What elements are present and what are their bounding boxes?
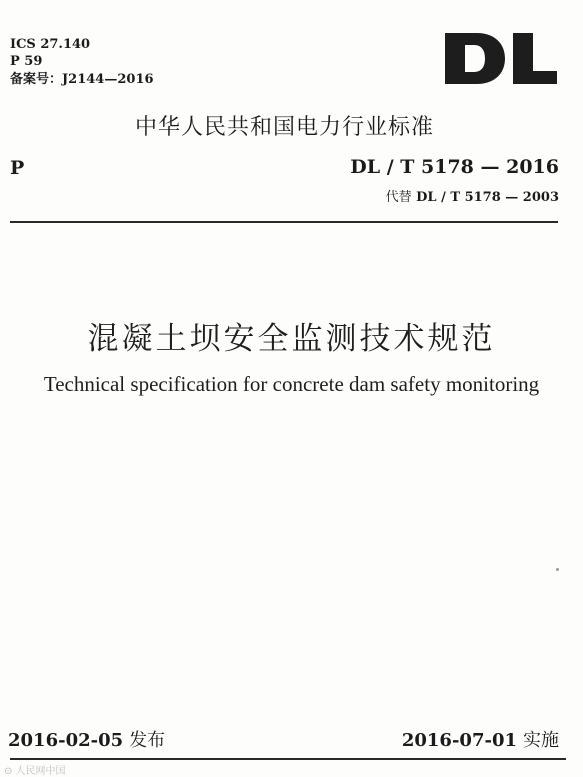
implement-date: 2016-07-01 (401, 730, 517, 751)
filing-label: 备案号： (10, 72, 63, 87)
industry-standard-title: 中华人民共和国电力行业标准 (135, 115, 435, 140)
title-english: Technical specification for concrete dam safety monitoring (43, 372, 540, 396)
implement-word: 实施 (523, 730, 559, 751)
footer-divider (10, 758, 566, 760)
category-letter: P (10, 157, 25, 179)
scan-speck (556, 568, 559, 571)
standard-number: DL / T 5178 — 2016 (350, 156, 559, 178)
issue-date: 2016-02-05 (8, 730, 124, 751)
issue-word: 发布 (129, 730, 166, 751)
dl-logo-icon (443, 31, 559, 86)
title-chinese: 混凝土坝安全监测技术规范 (87, 321, 496, 357)
ccs-code: P 59 (10, 54, 43, 69)
replaces-label: 代替 (385, 190, 412, 205)
header-divider (10, 221, 558, 223)
filing-number: J2144—2016 (62, 72, 154, 87)
watermark-text: ⊙ 人民网中国 (4, 766, 66, 777)
implement-date-line (402, 726, 559, 752)
replaces-number: DL / T 5178 — 2003 (416, 190, 559, 205)
ics-code: ICS 27.140 (10, 37, 91, 52)
filing-record (10, 72, 154, 88)
replaces-standard (386, 186, 559, 205)
issue-date-line (8, 726, 165, 752)
